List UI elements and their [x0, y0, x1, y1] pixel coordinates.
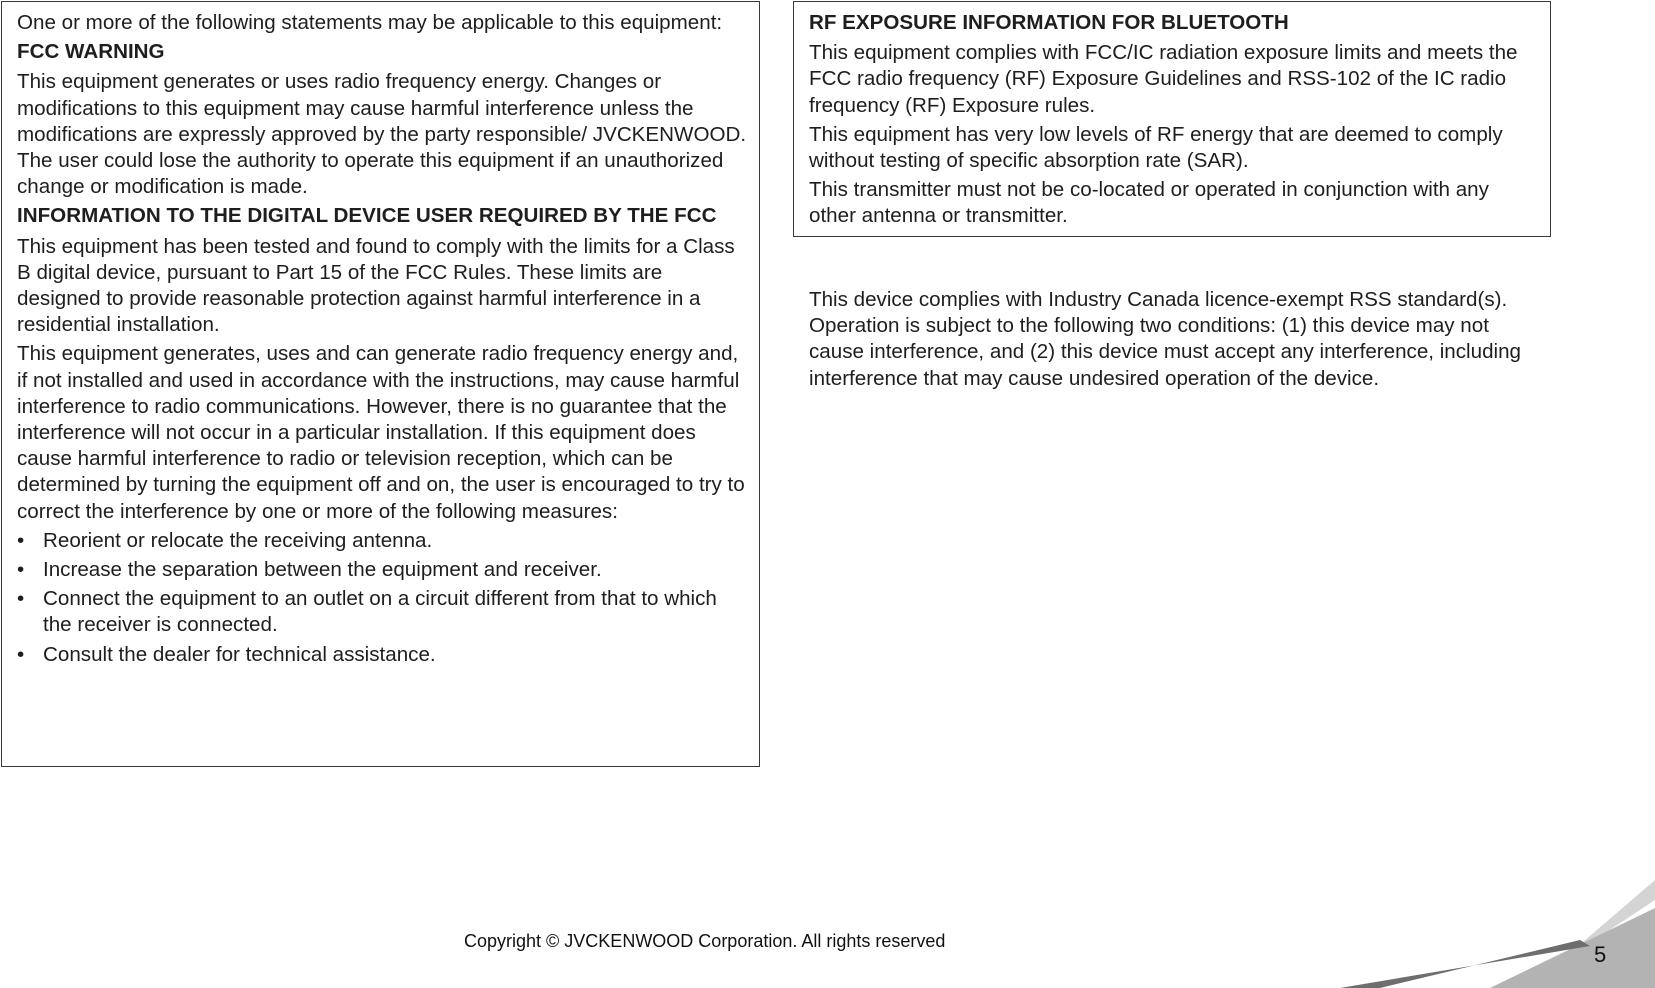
digital-device-heading: INFORMATION TO THE DIGITAL DEVICE USER REQUIRED BY THE FCC [17, 204, 717, 228]
fcc-statements-box [1, 1, 760, 767]
measure-text: Connect the equipment to an outlet on a circuit different from that to which the receiver is connected. [43, 587, 717, 637]
list-item [17, 528, 747, 554]
bullet-icon: • [17, 587, 25, 611]
measures-list [17, 528, 747, 668]
fcc-warning-text: This equipment generates or uses radio frequency energy. Changes or modifications to this equipment may cause harmful interference unless the modifications are expressly approved by the party responsible/ JVCKENWOOD. The user could lose the authority to operate this equipment if an unauthorized change or modification is made. [17, 70, 747, 199]
industry-canada-statement: This device complies with Industry Canada licence-exempt RSS standard(s). Operation is subject to the following two conditions: (1) this device may not cause interference, and (2) this device must accept any interference, including interference that may cause undesired operation of the device. [809, 288, 1522, 390]
measure-text: Reorient or relocate the receiving antenna. [43, 528, 433, 552]
list-item [17, 586, 747, 638]
bullet-icon: • [17, 642, 25, 666]
page-number: 5 [1594, 942, 1607, 967]
rf-exposure-box [793, 1, 1551, 237]
bullet-icon: • [17, 558, 25, 582]
intro-text: One or more of the following statements may be applicable to this equipment: [17, 11, 723, 34]
copyright-notice: Copyright © JVCKENWOOD Corporation. All rights reserved [464, 931, 946, 951]
measure-text: Increase the separation between the equipment and receiver. [43, 558, 602, 582]
rf-exposure-heading: RF EXPOSURE INFORMATION FOR BLUETOOTH [809, 11, 1289, 34]
fcc-warning-heading: FCC WARNING [17, 40, 165, 64]
list-item [17, 642, 747, 668]
list-item [17, 557, 747, 583]
corner-decoration [1340, 868, 1655, 988]
measure-text: Consult the dealer for technical assistance. [43, 642, 436, 666]
rf-exposure-text-1: This equipment complies with FCC/IC radiation exposure limits and meets the FCC radio frequency (RF) Exposure Guidelines and RSS-102 of the IC radio frequency (RF) Exposure rules. [809, 41, 1518, 117]
rf-exposure-text-3: This transmitter must not be co-located or operated in conjunction with any other antenna or transmitter. [809, 178, 1489, 228]
digital-device-text-2: This equipment generates, uses and can generate radio frequency energy and, if not installed and used in accordance with the instructions, may cause harmful interference to radio communications. However, there is no guarantee that the interference will not occur in a particular installation. If this equipment does cause harmful interference to radio or television reception, which can be determined by turning the equipment off and on, the user is encouraged to try to correct the interference by one or more of the following measures: [17, 342, 745, 523]
bullet-icon: • [17, 528, 25, 552]
digital-device-text-1: This equipment has been tested and found to comply with the limits for a Class B digital device, pursuant to Part 15 of the FCC Rules. These limits are designed to provide reasonable protection against harmful interference in a residential installation. [17, 234, 735, 337]
rf-exposure-text-2: This equipment has very low levels of RF energy that are deemed to comply without testing of specific absorption rate (SAR). [809, 122, 1503, 173]
